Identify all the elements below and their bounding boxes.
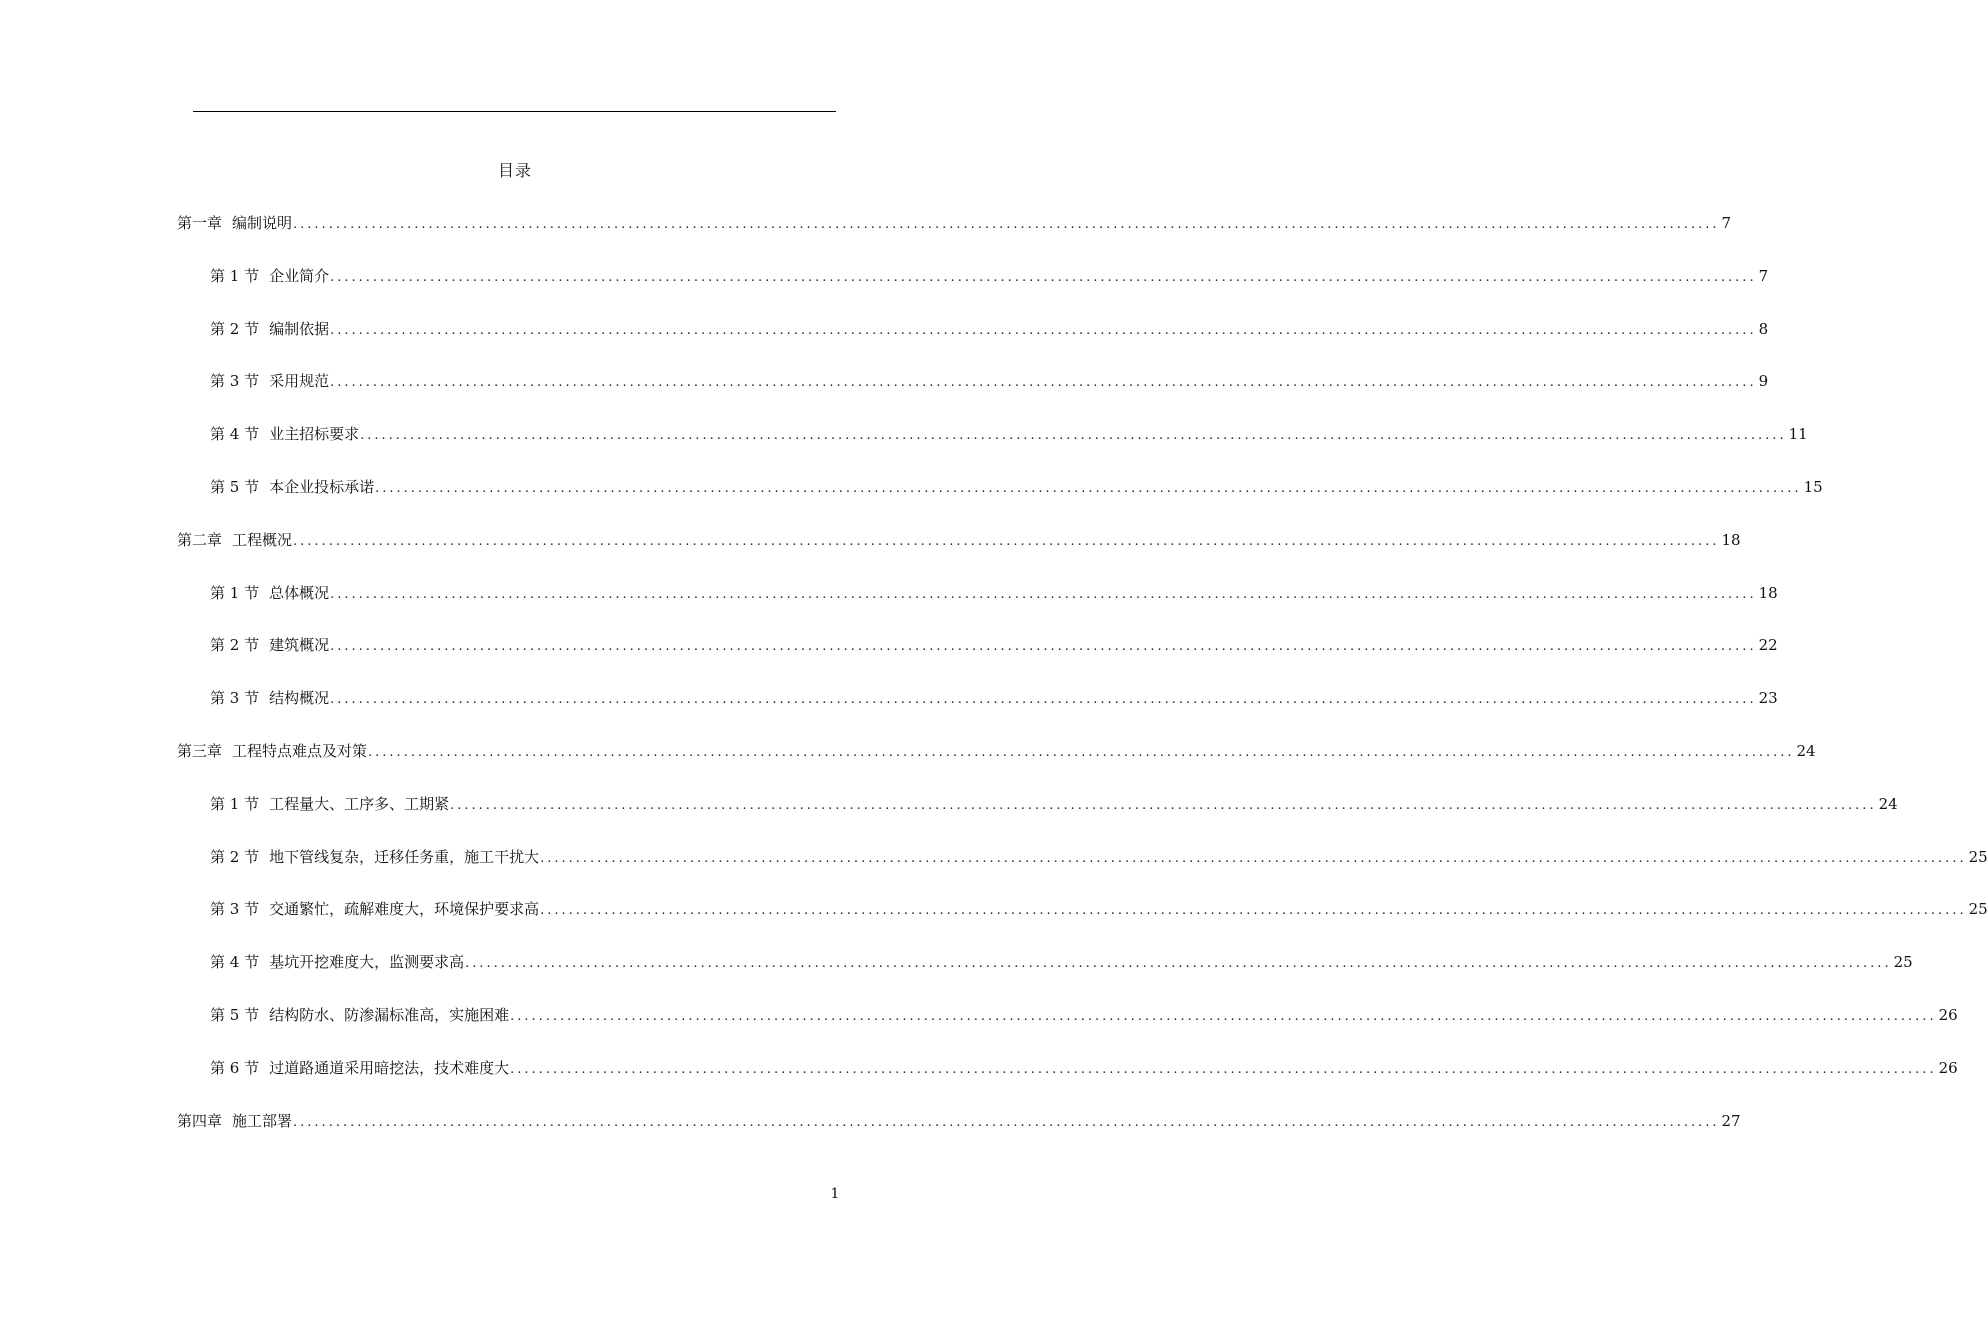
toc-entry-number: 第三章	[177, 742, 223, 760]
toc-dot-leader: ........................................................................................................................................................................................................	[450, 797, 1877, 813]
toc-entry-label	[210, 423, 359, 445]
toc-entry-page: 7	[1758, 266, 1769, 285]
toc-dot-leader: ........................................................................................................................................................................................................	[375, 481, 1802, 496]
toc-dot-leader: ........................................................................................................................................................................................................	[293, 1114, 1720, 1130]
toc-entry-page: 11	[1788, 425, 1808, 444]
toc-entry-number: 第 2 节	[210, 636, 260, 655]
toc-section-entry[interactable]	[210, 1004, 1958, 1026]
toc-dot-leader: ........................................................................................................................................................................................................	[330, 269, 1757, 285]
toc-chapter-entry[interactable]	[177, 1110, 1741, 1132]
toc-entry-text: 过道路通道采用暗挖法，技术难度大	[269, 1058, 510, 1077]
toc-entry-label	[210, 1057, 509, 1079]
toc-entry-number: 第 2 节	[210, 319, 260, 338]
toc-entry-text: 基坑开挖难度大，监测要求高	[269, 953, 465, 972]
toc-section-entry[interactable]	[210, 265, 1769, 287]
toc-entry-page: 23	[1758, 689, 1778, 708]
toc-entry-page: 25	[1968, 900, 1988, 919]
toc-entry-text: 企业简介	[269, 266, 330, 285]
toc-chapter-entry[interactable]	[177, 212, 1732, 234]
toc-section-entry[interactable]	[210, 793, 1898, 815]
toc-entry-label	[210, 370, 329, 392]
toc-entry-page: 8	[1758, 319, 1769, 338]
toc-entry-label	[210, 951, 464, 973]
toc-entry-number: 第 3 节	[210, 689, 260, 708]
toc-entry-number: 第 4 节	[210, 425, 260, 444]
toc-entry-number: 第 5 节	[210, 1006, 260, 1024]
toc-entry-text: 编制依据	[269, 319, 330, 338]
toc-dot-leader: ........................................................................................................................................................................................................	[360, 428, 1787, 444]
toc-entry-number: 第一章	[177, 214, 223, 232]
toc-entry-page: 22	[1758, 636, 1778, 655]
toc-section-entry[interactable]	[210, 898, 1988, 920]
toc-entry-label	[210, 793, 449, 815]
toc-entry-page: 27	[1721, 1111, 1741, 1130]
page-number: 1	[830, 1186, 840, 1202]
toc-entry-text: 工程概况	[232, 530, 293, 549]
toc-dot-leader: ........................................................................................................................................................................................................	[330, 586, 1757, 602]
toc-entry-label	[177, 1110, 292, 1132]
toc-entry-number: 第 3 节	[210, 900, 260, 919]
toc-dot-leader: ........................................................................................................................................................................................................	[540, 850, 1967, 866]
toc-dot-leader: ........................................................................................................................................................................................................	[510, 1061, 1937, 1077]
toc-section-entry[interactable]	[210, 423, 1808, 445]
toc-entry-label	[210, 846, 539, 868]
toc-section-entry[interactable]	[210, 476, 1823, 498]
header-rule	[193, 111, 836, 112]
toc-entry-label	[177, 740, 367, 762]
toc-entry-text: 建筑概况	[269, 636, 330, 655]
toc-entry-label	[210, 265, 329, 287]
toc-section-entry[interactable]	[210, 582, 1778, 604]
toc-entry-text: 采用规范	[269, 372, 330, 391]
toc-dot-leader: ........................................................................................................................................................................................................	[330, 375, 1757, 391]
toc-entry-page: 18	[1721, 530, 1741, 549]
toc-chapter-entry[interactable]	[177, 740, 1816, 762]
toc-entry-number: 第 1 节	[210, 266, 260, 285]
toc-entry-label	[177, 212, 292, 234]
toc-entry-page: 26	[1938, 1058, 1958, 1077]
toc-entry-text: 施工部署	[232, 1111, 293, 1130]
toc-chapter-entry[interactable]	[177, 529, 1741, 551]
toc-entry-text: 结构防水、防渗漏标准高，实施困难	[269, 1006, 510, 1024]
toc-entry-page: 9	[1758, 372, 1769, 391]
toc-dot-leader: ........................................................................................................................................................................................................	[293, 533, 1720, 549]
toc-entry-number: 第 1 节	[210, 583, 260, 602]
toc-title: 目录	[497, 161, 532, 180]
toc-entry-text: 本企业投标承诺	[269, 478, 375, 496]
toc-dot-leader: ........................................................................................................................................................................................................	[330, 692, 1757, 708]
toc-entry-number: 第 3 节	[210, 372, 260, 391]
toc-entry-number: 第 5 节	[210, 478, 260, 496]
toc-section-entry[interactable]	[210, 687, 1778, 709]
toc-entry-page: 18	[1758, 583, 1778, 602]
toc-entry-page: 15	[1803, 478, 1823, 496]
toc-dot-leader: ........................................................................................................................................................................................................	[510, 1009, 1937, 1024]
toc-entry-label	[210, 476, 374, 498]
toc-entry-number: 第四章	[177, 1111, 223, 1130]
toc-entry-label	[210, 898, 539, 920]
toc-entry-label	[210, 634, 329, 656]
toc-entry-page: 25	[1893, 953, 1913, 972]
toc-section-entry[interactable]	[210, 846, 1988, 868]
toc-entry-page: 7	[1721, 214, 1732, 232]
toc-entry-page: 24	[1878, 794, 1898, 813]
toc-dot-leader: ........................................................................................................................................................................................................	[368, 745, 1795, 760]
toc-dot-leader: ........................................................................................................................................................................................................	[293, 217, 1720, 232]
toc-section-entry[interactable]	[210, 1057, 1958, 1079]
toc-section-entry[interactable]	[210, 370, 1769, 392]
toc-entry-number: 第 1 节	[210, 794, 260, 813]
toc-entry-number: 第 6 节	[210, 1058, 260, 1077]
toc-entry-label	[177, 529, 292, 551]
toc-entry-number: 第二章	[177, 530, 223, 549]
toc-entry-page: 25	[1968, 847, 1988, 866]
toc-entry-text: 总体概况	[269, 583, 330, 602]
toc-entry-label	[210, 318, 329, 340]
toc-entry-text: 工程特点难点及对策	[232, 742, 368, 760]
toc-entry-text: 编制说明	[232, 214, 293, 232]
toc-entry-text: 地下管线复杂，迁移任务重，施工干扰大	[269, 847, 540, 866]
toc-entry-label	[210, 687, 329, 709]
toc-entry-text: 交通繁忙，疏解难度大，环境保护要求高	[269, 900, 540, 919]
toc-entry-number: 第 4 节	[210, 953, 260, 972]
toc-entry-page: 26	[1938, 1006, 1958, 1024]
toc-dot-leader: ........................................................................................................................................................................................................	[330, 322, 1757, 338]
toc-entry-number: 第 2 节	[210, 847, 260, 866]
toc-entry-label	[210, 1004, 509, 1026]
toc-entry-page: 24	[1796, 742, 1816, 760]
toc-section-entry[interactable]	[210, 634, 1778, 656]
toc-dot-leader: ........................................................................................................................................................................................................	[465, 956, 1892, 972]
toc-entry-text: 结构概况	[269, 689, 330, 708]
toc-entry-label	[210, 582, 329, 604]
toc-section-entry[interactable]	[210, 318, 1769, 340]
toc-entry-text: 业主招标要求	[269, 425, 360, 444]
toc-dot-leader: ........................................................................................................................................................................................................	[330, 639, 1757, 655]
toc-entry-text: 工程量大、工序多、工期紧	[269, 794, 450, 813]
toc-dot-leader: ........................................................................................................................................................................................................	[540, 903, 1967, 919]
toc-section-entry[interactable]	[210, 951, 1913, 973]
